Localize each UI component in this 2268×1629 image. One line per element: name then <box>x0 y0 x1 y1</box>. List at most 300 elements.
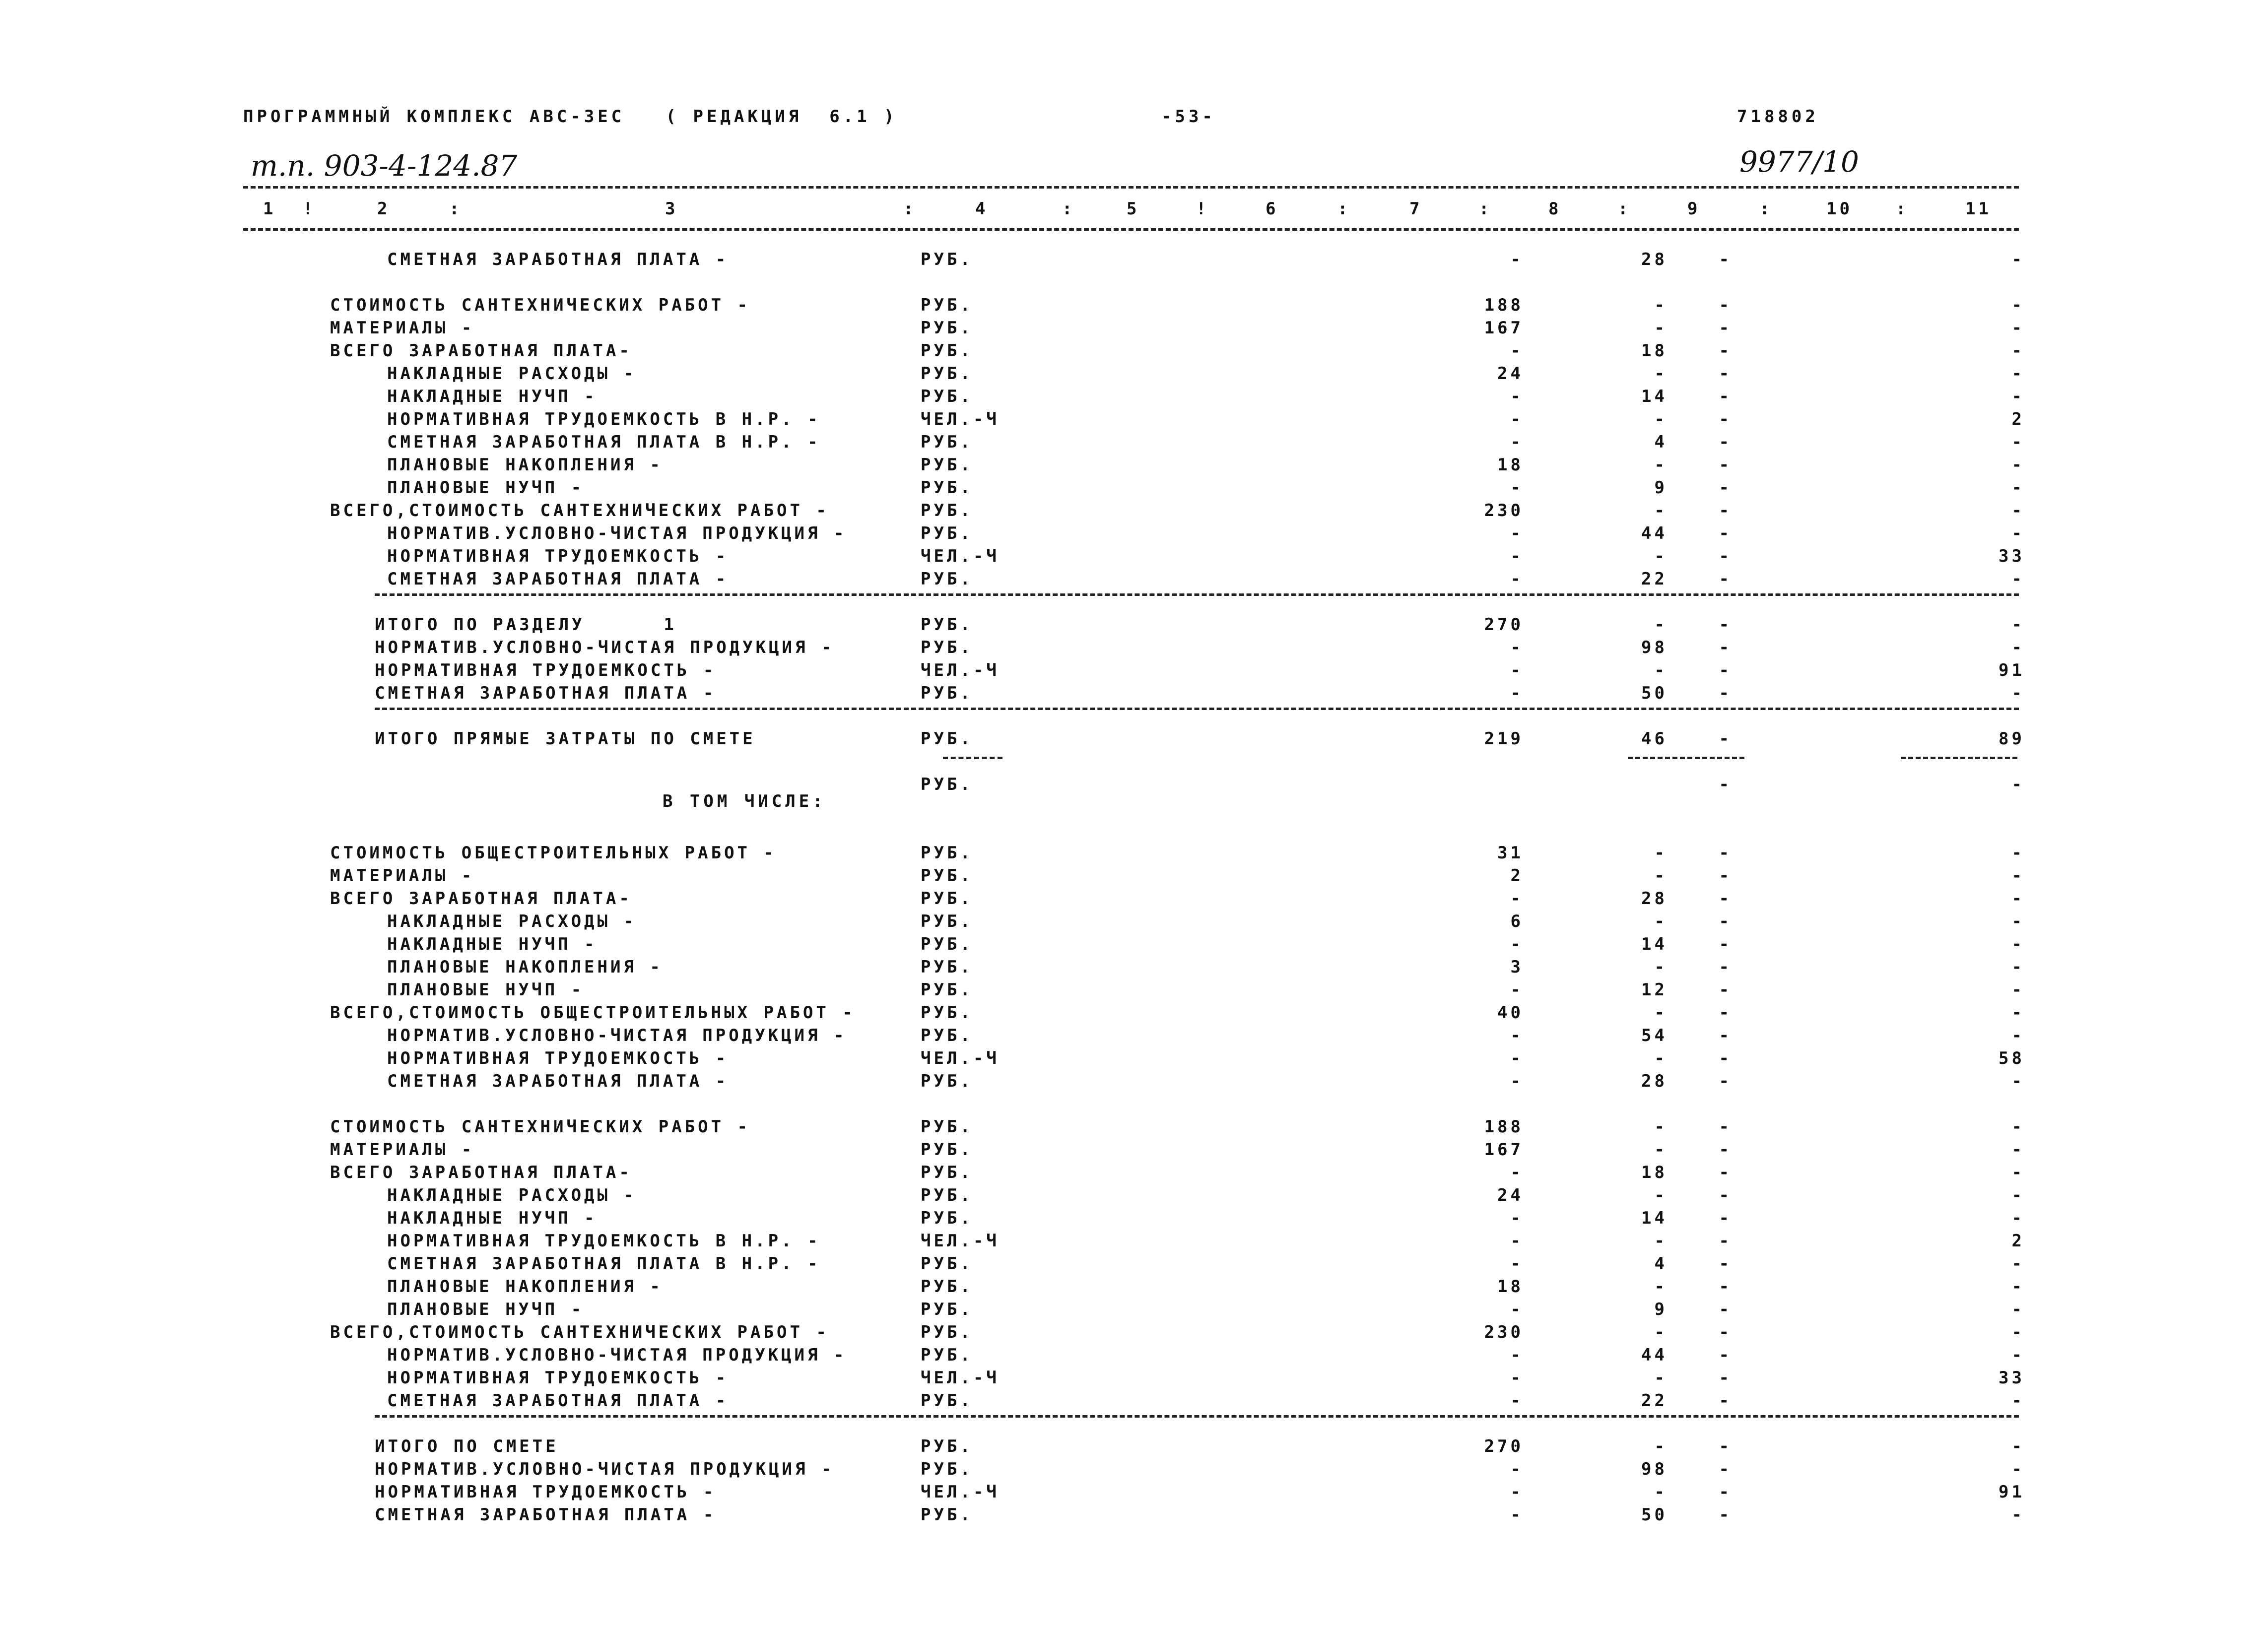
table-row <box>0 842 2268 864</box>
row-label: СМЕТНАЯ ЗАРАБОТНАЯ ПЛАТА - <box>387 1391 729 1411</box>
unit-cell: РУБ. <box>921 432 973 452</box>
col9-value: - <box>1719 501 1732 521</box>
col11-value: - <box>2011 843 2025 863</box>
col7-value: 3 <box>1510 957 1524 977</box>
col7-value: - <box>1510 638 1524 657</box>
table-row <box>0 864 2268 887</box>
in-total-label: В ТОМ ЧИСЛЕ: <box>663 791 826 811</box>
unit-cell: ЧЕЛ.-Ч <box>921 660 1000 680</box>
col9-value: - <box>1719 250 1732 269</box>
table-row <box>0 1321 2268 1344</box>
col9-value: - <box>1719 1163 1732 1182</box>
program-title: ПРОГРАММНЫЙ КОМПЛЕКС АВС-3ЕС ( РЕДАКЦИЯ 6.1 ) <box>243 107 898 127</box>
row-label: НАКЛАДНЫЕ НУЧП - <box>387 934 598 954</box>
col9-value: - <box>1719 957 1732 977</box>
unit-cell: РУБ. <box>921 615 973 635</box>
unit-cell: РУБ. <box>921 934 973 954</box>
row-label: НОРМАТИВНАЯ ТРУДОЕМКОСТЬ - <box>375 1482 717 1502</box>
unit-cell: ЧЕЛ.-Ч <box>921 1048 1000 1068</box>
col11-value: - <box>2011 1322 2025 1342</box>
unit-cell: РУБ. <box>921 1277 973 1297</box>
table-row <box>0 1047 2268 1070</box>
col11-value: - <box>2011 638 2025 657</box>
col9-value: - <box>1719 387 1732 406</box>
col11-value: - <box>2011 341 2025 361</box>
col8-value: - <box>1654 409 1668 429</box>
table-row <box>0 317 2268 339</box>
column-header-3: 3 <box>665 199 678 219</box>
table-row <box>0 362 2268 385</box>
row-label: НОРМАТИВ.УСЛОВНО-ЧИСТАЯ ПРОДУКЦИЯ - <box>387 1026 847 1045</box>
unit-cell: РУБ. <box>921 250 973 269</box>
table-row <box>0 499 2268 522</box>
col11-value: - <box>2011 318 2025 338</box>
col7-value: - <box>1510 1163 1524 1182</box>
col9-value: - <box>1719 1117 1732 1137</box>
row-label: ВСЕГО ЗАРАБОТНАЯ ПЛАТА- <box>330 341 632 361</box>
col11-value: - <box>2011 1071 2025 1091</box>
col8-value: 18 <box>1641 1163 1668 1182</box>
row-label: НОРМАТИВ.УСЛОВНО-ЧИСТАЯ ПРОДУКЦИЯ - <box>375 638 835 657</box>
col8-value: 50 <box>1641 1505 1668 1525</box>
col7-value: 40 <box>1497 1003 1524 1023</box>
col11-value: - <box>2011 957 2025 977</box>
col8-value: - <box>1654 660 1668 680</box>
row-label: НОРМАТИВ.УСЛОВНО-ЧИСТАЯ ПРОДУКЦИЯ - <box>375 1459 835 1479</box>
col8-value: 9 <box>1654 478 1668 498</box>
col7-value: - <box>1510 478 1524 498</box>
column-header-8: 8 <box>1548 199 1562 219</box>
col7-value: 167 <box>1484 1140 1524 1160</box>
col8-value: 28 <box>1641 250 1668 269</box>
col8-value: - <box>1654 318 1668 338</box>
unit-cell: РУБ. <box>921 1140 973 1160</box>
table-row <box>0 545 2268 568</box>
table-row <box>0 1344 2268 1367</box>
col8-value: - <box>1654 364 1668 384</box>
column-header-7: 7 <box>1409 199 1423 219</box>
col9-value: - <box>1719 1048 1732 1068</box>
column-separator: : <box>903 199 917 219</box>
table-row <box>0 1161 2268 1184</box>
col11-value: 58 <box>1999 1048 2025 1068</box>
col8-value: - <box>1654 546 1668 566</box>
unit-cell: РУБ. <box>921 318 973 338</box>
table-row <box>0 1207 2268 1230</box>
col7-value: - <box>1510 432 1524 452</box>
row-label: НОРМАТИВНАЯ ТРУДОЕМКОСТЬ - <box>387 546 729 566</box>
table-row <box>0 682 2268 705</box>
col9-value: - <box>1719 1482 1732 1502</box>
column-header-2: 2 <box>377 199 391 219</box>
col11-value: - <box>2011 455 2025 475</box>
col7-value: - <box>1510 1505 1524 1525</box>
table-row <box>0 408 2268 431</box>
row-label: ПЛАНОВЫЕ НАКОПЛЕНИЯ - <box>387 1277 663 1297</box>
table-row <box>0 1070 2268 1093</box>
col11-value: - <box>2011 1391 2025 1411</box>
col9-value: - <box>1719 912 1732 931</box>
column-header-row <box>0 197 2268 220</box>
col7-value: - <box>1510 250 1524 269</box>
col11-value: 89 <box>1999 729 2025 749</box>
row-label: МАТЕРИАЛЫ - <box>330 318 475 338</box>
col11-value: 2 <box>2011 409 2025 429</box>
row-label: НОРМАТИВ.УСЛОВНО-ЧИСТАЯ ПРОДУКЦИЯ - <box>387 523 847 543</box>
col11-value: - <box>2011 1185 2025 1205</box>
col8-value: - <box>1654 615 1668 635</box>
col11-value: - <box>2011 1163 2025 1182</box>
table-row <box>0 1024 2268 1047</box>
row-label: МАТЕРИАЛЫ - <box>330 1140 475 1160</box>
row-label: МАТЕРИАЛЫ - <box>330 866 475 886</box>
column-header-6: 6 <box>1266 199 1279 219</box>
col9-value: - <box>1719 478 1732 498</box>
col9-value: - <box>1719 775 1732 794</box>
col11-value: - <box>2011 1140 2025 1160</box>
col9-value: - <box>1719 1459 1732 1479</box>
col7-value: - <box>1510 683 1524 703</box>
unit-cell: РУБ. <box>921 683 973 703</box>
unit-cell: ЧЕЛ.-Ч <box>921 1368 1000 1388</box>
col7-value: 18 <box>1497 1277 1524 1297</box>
col8-value: - <box>1654 1482 1668 1502</box>
col9-value: - <box>1719 934 1732 954</box>
section-divider <box>375 1415 2019 1418</box>
row-label: НОРМАТИВНАЯ ТРУДОЕМКОСТЬ В Н.Р. - <box>387 1231 821 1251</box>
col8-value: - <box>1654 866 1668 886</box>
col7-value: - <box>1510 523 1524 543</box>
col7-value: 230 <box>1484 1322 1524 1342</box>
col7-value: - <box>1510 1026 1524 1045</box>
column-separator: ! <box>303 199 316 219</box>
table-row <box>0 1138 2268 1161</box>
col7-value: - <box>1510 1345 1524 1365</box>
col9-value: - <box>1719 1003 1732 1023</box>
col9-value: - <box>1719 1368 1732 1388</box>
header-divider-bottom <box>243 228 2019 231</box>
unit-cell: РУБ. <box>921 729 973 749</box>
col8-value: - <box>1654 912 1668 931</box>
col11-value: - <box>2011 1459 2025 1479</box>
col7-value: - <box>1510 1391 1524 1411</box>
row-label: СМЕТНАЯ ЗАРАБОТНАЯ ПЛАТА В Н.Р. - <box>387 432 821 452</box>
col11-value: - <box>2011 1208 2025 1228</box>
col9-value: - <box>1719 1391 1732 1411</box>
row-label: НАКЛАДНЫЕ НУЧП - <box>387 1208 598 1228</box>
table-row <box>0 1481 2268 1503</box>
row-label: ПЛАНОВЫЕ НУЧП - <box>387 478 585 498</box>
table-row <box>0 476 2268 499</box>
unit-cell: РУБ. <box>921 1505 973 1525</box>
col11-value: - <box>2011 775 2025 794</box>
section-divider <box>375 708 2019 710</box>
row-label: ИТОГО ПРЯМЫЕ ЗАТРАТЫ ПО СМЕТЕ <box>375 729 756 749</box>
row-label: НАКЛАДНЫЕ НУЧП - <box>387 387 598 406</box>
col7-value: - <box>1510 660 1524 680</box>
col11-value: 33 <box>1999 546 2025 566</box>
table-row <box>0 727 2268 750</box>
col9-value: - <box>1719 1140 1732 1160</box>
col8-value: - <box>1654 1140 1668 1160</box>
col7-value: - <box>1510 1254 1524 1274</box>
unit-cell: РУБ. <box>921 569 973 589</box>
table-row <box>0 1184 2268 1207</box>
table-row <box>0 1001 2268 1024</box>
unit-cell: ЧЕЛ.-Ч <box>921 1482 1000 1502</box>
col8-value: - <box>1654 295 1668 315</box>
unit-cell: ЧЕЛ.-Ч <box>921 546 1000 566</box>
col7-value: 270 <box>1484 1436 1524 1456</box>
col8-value: 18 <box>1641 341 1668 361</box>
col8-value: 98 <box>1641 638 1668 657</box>
row-label: НОРМАТИВ.УСЛОВНО-ЧИСТАЯ ПРОДУКЦИЯ - <box>387 1345 847 1365</box>
row-label: НОРМАТИВНАЯ ТРУДОЕМКОСТЬ - <box>387 1368 729 1388</box>
col11-value: - <box>2011 1026 2025 1045</box>
table-row <box>0 1298 2268 1321</box>
column-header-11: 11 <box>1965 199 1992 219</box>
col9-value: - <box>1719 546 1732 566</box>
unit-cell: РУБ. <box>921 1459 973 1479</box>
col9-value: - <box>1719 1071 1732 1091</box>
handwritten-doc-number: 9977/10 <box>1739 145 1859 179</box>
table-row <box>0 956 2268 978</box>
table-row <box>0 1275 2268 1298</box>
col11-value: - <box>2011 1117 2025 1137</box>
col8-value: - <box>1654 501 1668 521</box>
column-separator: : <box>1618 199 1631 219</box>
table-row <box>0 431 2268 454</box>
column-separator: : <box>1479 199 1492 219</box>
col11-value: - <box>2011 1277 2025 1297</box>
col11-value: - <box>2011 1505 2025 1525</box>
table-row <box>0 1435 2268 1458</box>
col7-value: 230 <box>1484 501 1524 521</box>
col9-value: - <box>1719 729 1732 749</box>
unit-cell: РУБ. <box>921 1208 973 1228</box>
document-code: 718802 <box>1737 107 1819 127</box>
row-label: ВСЕГО,СТОИМОСТЬ САНТЕХНИЧЕСКИХ РАБОТ - <box>330 501 829 521</box>
table-row <box>0 294 2268 317</box>
col8-value: 28 <box>1641 1071 1668 1091</box>
col11-value: 91 <box>1999 1482 2025 1502</box>
table-row <box>0 1252 2268 1275</box>
col8-value: - <box>1654 1231 1668 1251</box>
col8-value: 4 <box>1654 1254 1668 1274</box>
unit-cell: РУБ. <box>921 1026 973 1045</box>
table-row <box>0 933 2268 956</box>
unit-cell: ЧЕЛ.-Ч <box>921 409 1000 429</box>
unit-cell: РУБ. <box>921 912 973 931</box>
col9-value: - <box>1719 455 1732 475</box>
column-header-5: 5 <box>1127 199 1140 219</box>
row-label: СМЕТНАЯ ЗАРАБОТНАЯ ПЛАТА - <box>387 569 729 589</box>
row-label: СМЕТНАЯ ЗАРАБОТНАЯ ПЛАТА - <box>375 1505 717 1525</box>
col11-value: - <box>2011 478 2025 498</box>
column-header-9: 9 <box>1687 199 1701 219</box>
col11-value: - <box>2011 1254 2025 1274</box>
unit-cell: РУБ. <box>921 455 973 475</box>
table-row <box>0 887 2268 910</box>
column-separator: : <box>1759 199 1773 219</box>
unit-cell: РУБ. <box>921 341 973 361</box>
col8-value: - <box>1654 455 1668 475</box>
col7-value: 31 <box>1497 843 1524 863</box>
col8-value: - <box>1654 1277 1668 1297</box>
row-label: НОРМАТИВНАЯ ТРУДОЕМКОСТЬ - <box>387 1048 729 1068</box>
table-row <box>0 385 2268 408</box>
table-row <box>0 773 2268 796</box>
col8-value: 22 <box>1641 569 1668 589</box>
col9-value: - <box>1719 1322 1732 1342</box>
col8-value: - <box>1654 1117 1668 1137</box>
table-row <box>0 522 2268 545</box>
table-row <box>0 613 2268 636</box>
unit-cell: РУБ. <box>921 1322 973 1342</box>
row-label: НОРМАТИВНАЯ ТРУДОЕМКОСТЬ В Н.Р. - <box>387 409 821 429</box>
col11-value: - <box>2011 934 2025 954</box>
row-label: ИТОГО ПО РАЗДЕЛУ 1 <box>375 615 677 635</box>
col8-value: - <box>1654 1368 1668 1388</box>
row-label: СТОИМОСТЬ САНТЕХНИЧЕСКИХ РАБОТ - <box>330 1117 751 1137</box>
col11-value: - <box>2011 980 2025 1000</box>
col11-value: - <box>2011 1003 2025 1023</box>
row-label: ПЛАНОВЫЕ НУЧП - <box>387 980 585 1000</box>
unit-cell: РУБ. <box>921 1345 973 1365</box>
unit-cell: РУБ. <box>921 1391 973 1411</box>
unit-cell: РУБ. <box>921 775 973 794</box>
col8-value: 50 <box>1641 683 1668 703</box>
col8-value: 46 <box>1641 729 1668 749</box>
col11-value: - <box>2011 1300 2025 1319</box>
col7-value: 2 <box>1510 866 1524 886</box>
col9-value: - <box>1719 364 1732 384</box>
unit-cell: РУБ. <box>921 523 973 543</box>
column-separator: ! <box>1196 199 1209 219</box>
col8-value: 12 <box>1641 980 1668 1000</box>
col9-value: - <box>1719 866 1732 886</box>
col7-value: 188 <box>1484 1117 1524 1137</box>
col11-value: 2 <box>2011 1231 2025 1251</box>
col9-value: - <box>1719 295 1732 315</box>
unit-cell: РУБ. <box>921 478 973 498</box>
row-label: ВСЕГО ЗАРАБОТНАЯ ПЛАТА- <box>330 1163 632 1182</box>
row-label: НАКЛАДНЫЕ РАСХОДЫ - <box>387 1185 637 1205</box>
unit-cell: РУБ. <box>921 1117 973 1137</box>
short-dash <box>943 757 1002 759</box>
table-row <box>0 1503 2268 1526</box>
unit-cell: РУБ. <box>921 387 973 406</box>
row-label: ПЛАНОВЫЕ НАКОПЛЕНИЯ - <box>387 957 663 977</box>
col11-value: - <box>2011 523 2025 543</box>
col8-value: 44 <box>1641 1345 1668 1365</box>
col9-value: - <box>1719 1436 1732 1456</box>
unit-cell: РУБ. <box>921 364 973 384</box>
row-label: СТОИМОСТЬ САНТЕХНИЧЕСКИХ РАБОТ - <box>330 295 751 315</box>
col8-value: 54 <box>1641 1026 1668 1045</box>
row-label: НАКЛАДНЫЕ РАСХОДЫ - <box>387 364 637 384</box>
col7-value: - <box>1510 341 1524 361</box>
col7-value: 219 <box>1484 729 1524 749</box>
row-label: СМЕТНАЯ ЗАРАБОТНАЯ ПЛАТА В Н.Р. - <box>387 1254 821 1274</box>
col7-value: 24 <box>1497 364 1524 384</box>
column-separator: : <box>1337 199 1351 219</box>
column-header-1: 1 <box>263 199 276 219</box>
col7-value: - <box>1510 934 1524 954</box>
row-label: ПЛАНОВЫЕ НАКОПЛЕНИЯ - <box>387 455 663 475</box>
unit-cell: РУБ. <box>921 1071 973 1091</box>
col9-value: - <box>1719 409 1732 429</box>
table-row <box>0 1367 2268 1389</box>
unit-cell: РУБ. <box>921 1254 973 1274</box>
col7-value: - <box>1510 1459 1524 1479</box>
col8-value: 22 <box>1641 1391 1668 1411</box>
col8-value: - <box>1654 957 1668 977</box>
col7-value: 167 <box>1484 318 1524 338</box>
col7-value: - <box>1510 409 1524 429</box>
row-label: СМЕТНАЯ ЗАРАБОТНАЯ ПЛАТА - <box>387 250 729 269</box>
col8-value: - <box>1654 1436 1668 1456</box>
unit-cell: РУБ. <box>921 1300 973 1319</box>
col9-value: - <box>1719 638 1732 657</box>
col9-value: - <box>1719 1505 1732 1525</box>
page-number: -53- <box>1161 107 1216 127</box>
col9-value: - <box>1719 615 1732 635</box>
col9-value: - <box>1719 341 1732 361</box>
col9-value: - <box>1719 660 1732 680</box>
col9-value: - <box>1719 1345 1732 1365</box>
col8-value: - <box>1654 843 1668 863</box>
col7-value: - <box>1510 980 1524 1000</box>
unit-cell: РУБ. <box>921 866 973 886</box>
unit-cell: РУБ. <box>921 1163 973 1182</box>
col11-value: - <box>2011 295 2025 315</box>
col7-value: - <box>1510 889 1524 909</box>
col7-value: - <box>1510 1208 1524 1228</box>
col11-value: - <box>2011 432 2025 452</box>
col11-value: - <box>2011 683 2025 703</box>
unit-cell: РУБ. <box>921 980 973 1000</box>
col9-value: - <box>1719 843 1732 863</box>
table-row <box>0 636 2268 659</box>
col8-value: - <box>1654 1322 1668 1342</box>
col8-value: 14 <box>1641 387 1668 406</box>
col11-value: - <box>2011 1436 2025 1456</box>
col8-value: 14 <box>1641 1208 1668 1228</box>
col11-value: - <box>2011 501 2025 521</box>
col9-value: - <box>1719 1185 1732 1205</box>
table-row <box>0 568 2268 590</box>
col8-value: 44 <box>1641 523 1668 543</box>
col9-value: - <box>1719 569 1732 589</box>
col7-value: - <box>1510 1300 1524 1319</box>
col9-value: - <box>1719 1208 1732 1228</box>
col9-value: - <box>1719 523 1732 543</box>
table-row <box>0 910 2268 933</box>
short-dash <box>1628 757 1744 759</box>
col9-value: - <box>1719 1300 1732 1319</box>
col7-value: - <box>1510 1482 1524 1502</box>
col7-value: - <box>1510 1368 1524 1388</box>
col7-value: 188 <box>1484 295 1524 315</box>
col9-value: - <box>1719 683 1732 703</box>
col8-value: - <box>1654 1048 1668 1068</box>
col11-value: - <box>2011 364 2025 384</box>
unit-cell: РУБ. <box>921 957 973 977</box>
section-divider <box>375 593 2019 596</box>
table-row <box>0 339 2268 362</box>
col9-value: - <box>1719 1231 1732 1251</box>
